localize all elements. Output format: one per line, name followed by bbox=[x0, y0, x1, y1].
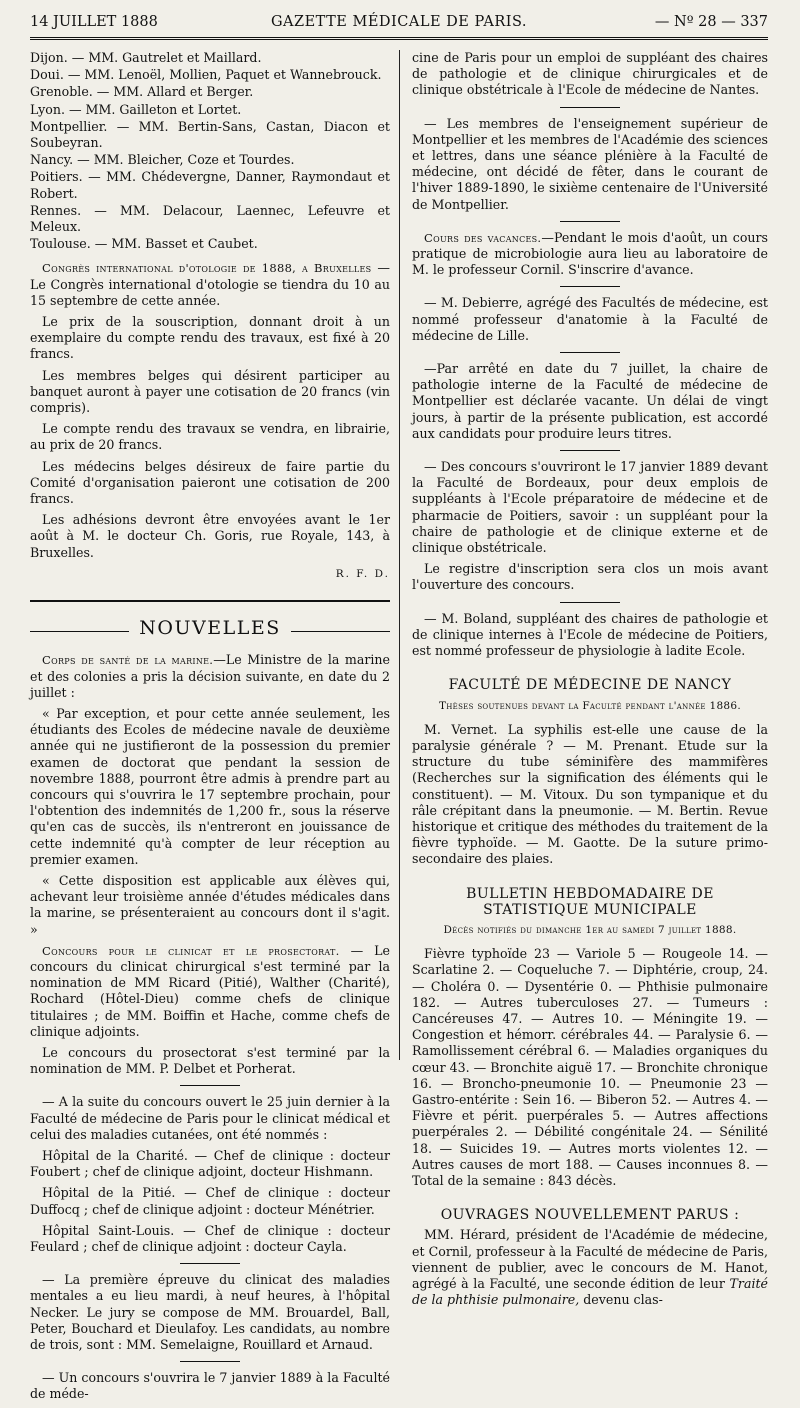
list-item: Doui. — MM. Lenoël, Mollien, Paquet et Wannebrouck. bbox=[30, 67, 382, 83]
short-rule bbox=[560, 107, 620, 108]
concours-intro: — A la suite du concours ouvert le 25 juin dernier à la Faculté de médecine de Paris pour le clinicat médical et celui des maladies cutanées, ont été nommés : bbox=[30, 1094, 390, 1142]
bulletin-statistics-paragraph: Fièvre typhoïde 23 — Variole 5 — Rougeole 14. — Scarlatine 2. — Coqueluche 7. — Diphtérie, croup, 24. — Choléra 0. — Dysentérie 0. — Phthisie pulmonaire 182. — Autres tuberculoses 27. — Tumeurs : Cancéreuses 47. — Autres 10. — Méningite 19. — Congestion et hémorr. cérébrales 44. — Paralysie 6. — Ramollissement cérébral 6. — Maladies organiques du cœur 43. — Bronchite aiguë 17. — Bronchite chronique 16. — Broncho-pneumonie 10. — Pneumonie 23 — Gastro-entérite : Sein 16. — Biberon 52. — Autres 4. — Fièvre et périt. puerpérales 5. — Autres affections puerpérales 2. — Débilité congénitale 24. — Sénilité 18. — Suicides 19. — Autres morts violentes 12. — Autres causes de mort 188. — Causes inconnues 8. — Total de la semaine : 843 décès. bbox=[412, 946, 768, 1188]
short-rule bbox=[560, 352, 620, 353]
hopital-saint-louis: Hôpital Saint-Louis. — Chef de clinique : docteur Feulard ; chef de clinique adjoint : docteur Cayla. bbox=[30, 1222, 390, 1254]
otology-paragraph: Les adhésions devront être envoyées avant le 1er août à M. le docteur Ch. Goris, rue Royale, 143, à Bruxelles. bbox=[30, 512, 390, 560]
arrete-paragraph: —Par arrêté en date du 7 juillet, la chaire de pathologie interne de la Faculté de médecine de Montpellier est déclarée vacante. Un délai de vingt jours, à partir de la présente publication, est accordé aux candidats pour produire leurs titres. bbox=[412, 361, 768, 441]
header-rule bbox=[30, 37, 768, 45]
vacances-text: —Pendant le mois d'août, un cours pratique de microbiologie aura lieu au laboratoire de M. le professeur Cornil. S'inscrire d'avance. bbox=[412, 229, 769, 278]
list-item: Rennes. — MM. Delacour, Laennec, Lefeuvre et Meleux. bbox=[30, 202, 390, 235]
header-date: 14 JUILLET 1888 bbox=[30, 14, 158, 30]
ouvrages-book-title: Traité de la phthisie pulmonaire, bbox=[412, 1276, 769, 1308]
list-item: Poitiers. — MM. Chédevergne, Danner, Raymondaut et Robert. bbox=[30, 169, 390, 201]
bulletin-section-title: BULLETIN HEBDOMADAIRE DE STATISTIQUE MUNICIPALE bbox=[466, 885, 714, 918]
header-title: GAZETTE MÉDICALE DE PARIS. bbox=[270, 14, 528, 30]
prosectorat-paragraph: Le concours du prosectorat s'est terminé par la nomination de MM. P. Delbet et Porherat. bbox=[30, 1044, 390, 1077]
marine-heading: Corps de santé de la marine. bbox=[42, 653, 214, 668]
concours-janvier: — Un concours s'ouvrira le 7 janvier 1889 à la Faculté de méde- bbox=[30, 1370, 390, 1402]
ouvrages-text: MM. Hérard, président de l'Académie de médecine, et Cornil, professeur à la Faculté de médecine de Paris, viennent de publier, avec le concours de M. Hanot, agrégé à la Faculté, une seconde édition de leur bbox=[412, 1227, 768, 1291]
section-rule bbox=[30, 600, 390, 602]
montpellier-paragraph: — Les membres de l'enseignement supérieur de Montpellier et les membres de l'Académie des sciences et lettres, dans une séance plénière à la Faculté de médecine, ont décidé de fêter, dans le courant de l'hiver 1889-1890, le sixième centenaire de l'Université de Montpellier. bbox=[412, 115, 768, 212]
short-rule bbox=[180, 1263, 240, 1264]
short-rule bbox=[180, 1085, 240, 1086]
otology-paragraph: Le prix de la souscription, donnant droit à un exemplaire du compte rendu des travaux, est fixé à 20 francs. bbox=[30, 314, 390, 362]
continuation-paragraph: cine de Paris pour un emploi de suppléant des chaires de pathologie et de clinique chirurgicales et de clinique obstétricale à l'Ecole de médecine de Nantes. bbox=[412, 50, 768, 98]
short-rule bbox=[180, 1361, 240, 1362]
debierre-paragraph: — M. Debierre, agrégé des Facultés de médecine, est nommé professeur d'anatomie à la Faculté de médecine de Lille. bbox=[412, 295, 768, 343]
nancy-theses-paragraph: M. Vernet. La syphilis est-elle une cause de la paralysie générale ? — M. Prenant. Etude sur la structure du tube séminifère des mammifères (Recherches sur la signification des éléments qui le constituent). — M. Vitoux. Du son tympanique et du râle crépitant dans la pneumonie. — M. Bertin. Revue historique et critique des méthodes du traitement de la fièvre typhoïde. — M. Gaotte. De la suture primo-secondaire des plaies. bbox=[412, 721, 768, 867]
list-item: Grenoble. — MM. Allard et Berger. bbox=[30, 84, 254, 100]
nancy-section-subtitle: Thèses soutenues devant la Faculté pendant l'année 1886. bbox=[438, 699, 742, 712]
right-column bbox=[412, 50, 768, 1313]
maladies-mentales: — La première épreuve du clinicat des maladies mentales a eu lieu mardi, à neuf heures, à l'hôpital Necker. Le jury se compose de MM. Brouardel, Ball, Peter, Bouchard et Dieulafoy. Les candidats, au nombre de trois, sont : MM. Semelaigne, Rouillard et Arnaud. bbox=[30, 1272, 390, 1353]
marine-quote: « Cette disposition est applicable aux élèves qui, achevant leur troisième année d'études médicales dans la marine, se présenteraient au concours dont il s'agit. » bbox=[30, 872, 390, 937]
signature: R. F. D. bbox=[335, 567, 390, 580]
marine-text: —Le Ministre de la marine et des colonies a pris la décision suivante, en date du 2 juillet : bbox=[30, 652, 390, 700]
list-item: Montpellier. — MM. Bertin-Sans, Castan, Diacon et Soubeyran. bbox=[30, 118, 390, 151]
list-item: Toulouse. — MM. Basset et Caubet. bbox=[30, 236, 258, 252]
hopital-charite: Hôpital de la Charité. — Chef de clinique : docteur Foubert ; chef de clinique adjoint, docteur Hishmann. bbox=[30, 1147, 390, 1180]
boland-paragraph: — M. Boland, suppléant des chaires de pathologie et de clinique internes à l'Ecole de médecine de Poitiers, est nommé professeur de physiologie à ladite Ecole. bbox=[412, 610, 768, 659]
clinicat-text: — Le concours du clinicat chirurgical s'est terminé par la nomination de MM Ricard (Pitié), Walther (Charité), Rochard (Hôtel-Dieu) comme chefs de clinique titulaires ; de MM. Boiffin et Hache, comme chefs de clinique adjoints. bbox=[30, 942, 390, 1039]
marine-announcement bbox=[30, 652, 390, 701]
list-item: Nancy. — MM. Bleicher, Coze et Tourdes. bbox=[30, 152, 295, 168]
bordeaux-paragraph: — Des concours s'ouvriront le 17 janvier 1889 devant la Faculté de Bordeaux, pour deux emplois de suppléants à l'Ecole préparatoire de médecine et de pharmacie de Poitiers, savoir : un suppléant pour la chaire de pathologie et de clinique externe et de clinique obstétricale. bbox=[412, 459, 768, 556]
otology-heading: Congrès international d'otologie de 1888, a Bruxelles bbox=[42, 261, 372, 276]
vacances-heading: Cours des vacances. bbox=[424, 230, 542, 245]
nouvelles-title-text: NOUVELLES bbox=[129, 617, 290, 639]
faculty-jury-list bbox=[30, 50, 390, 252]
nouvelles-title bbox=[30, 617, 390, 640]
otology-paragraph: Le compte rendu des travaux se vendra, en librairie, au prix de 20 francs. bbox=[30, 421, 390, 453]
otology-text: — Le Congrès international d'otologie se tiendra du 10 au 15 septembre de cette année. bbox=[30, 260, 390, 308]
header-page-number: — Nº 28 — 337 bbox=[654, 14, 768, 30]
nancy-section-title: FACULTÉ DE MÉDECINE DE NANCY bbox=[448, 677, 732, 694]
otology-announcement bbox=[30, 260, 390, 309]
registre-paragraph: Le registre d'inscription sera clos un mois avant l'ouverture des concours. bbox=[412, 561, 768, 593]
bulletin-section-subtitle: Décès notifiés du dimanche 1er au samedi 7 juillet 1888. bbox=[443, 923, 737, 936]
list-item: Lyon. — MM. Gailleton et Lortet. bbox=[30, 101, 242, 117]
page-header bbox=[30, 10, 768, 32]
otology-paragraph: Les membres belges qui désirent participer au banquet auront à payer une cotisation de 20 francs (vin compris). bbox=[30, 367, 390, 416]
clinicat-heading: Concours pour le clinicat et le prosectorat. bbox=[42, 943, 340, 958]
vacances-announcement bbox=[412, 230, 768, 279]
short-rule bbox=[560, 450, 620, 451]
left-column bbox=[30, 50, 390, 1408]
ouvrages-text-end: devenu clas- bbox=[583, 1292, 663, 1308]
list-item: Dijon. — MM. Gautrelet et Maillard. bbox=[30, 50, 262, 65]
short-rule bbox=[560, 602, 620, 603]
hopital-pitie: Hôpital de la Pitié. — Chef de clinique : docteur Duffocq ; chef de clinique adjoint : docteur Ménétrier. bbox=[30, 1185, 390, 1217]
column-divider bbox=[399, 50, 400, 1060]
clinicat-announcement bbox=[30, 943, 390, 1040]
short-rule bbox=[560, 221, 620, 222]
short-rule bbox=[560, 286, 620, 287]
ouvrages-section-title: OUVRAGES NOUVELLEMENT PARUS : bbox=[440, 1207, 740, 1224]
marine-quote: « Par exception, et pour cette année seulement, les étudiants des Ecoles de médecine navale de deuxième année qui ne justifieront de la possession du premier examen de doctorat que pendant la session de novembre 1888, pourront être admis à prendre part au concours qui s'ouvrira le 17 septembre prochain, pour l'obtention des indemnités de 1,200 fr., sous la réserve qu'en cas de succès, ils n'entreront en jouissance de cette indemnité qu'à compter de leur réception au premier examen. bbox=[30, 705, 390, 867]
ouvrages-paragraph bbox=[412, 1227, 768, 1308]
otology-paragraph: Les médecins belges désireux de faire partie du Comité d'organisation paieront une cotisation de 200 francs. bbox=[30, 458, 390, 507]
